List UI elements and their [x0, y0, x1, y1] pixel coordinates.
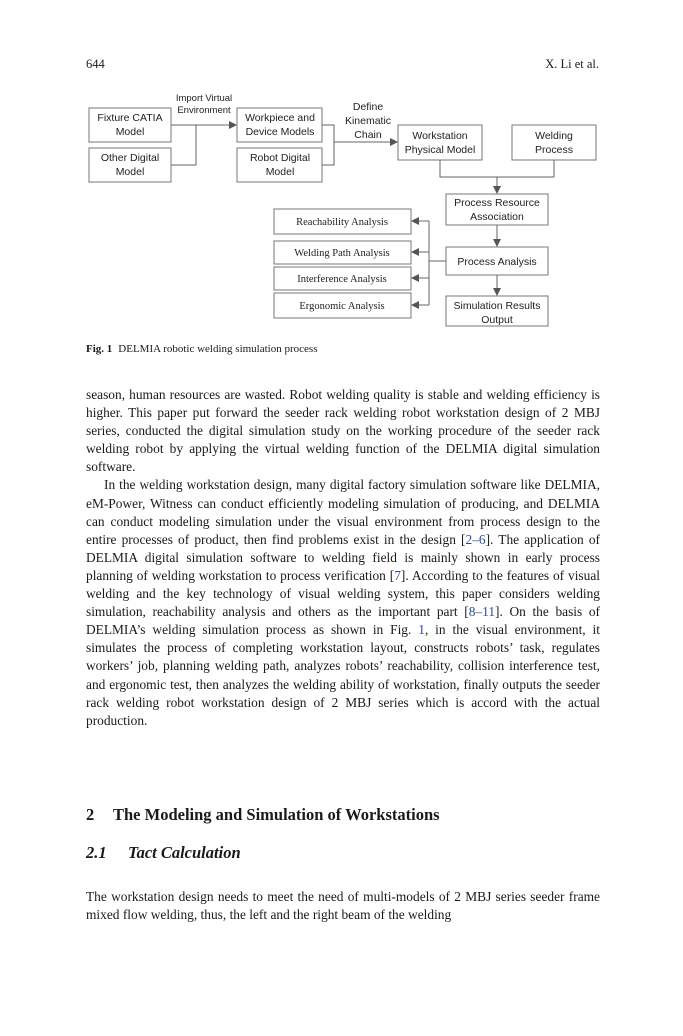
- citation-link[interactable]: 8–11: [468, 604, 496, 620]
- label-workstation-1: Workstation: [412, 130, 468, 142]
- running-head-authors: X. Li et al.: [545, 57, 599, 71]
- citation-link[interactable]: 2–6: [465, 531, 486, 547]
- label-welding-2: Process: [535, 144, 573, 156]
- label-reachability: Reachability Analysis: [296, 217, 388, 228]
- paragraph-1: season, human resources are wasted. Robot welding quality is stable and welding efficiency is higher. This paper put forward the seeder rack welding robot workstation design of 2 MBJ series, conducted the digital simulation study on the working procedure of the seeder rack welding robot by applying the virtual welding function of the DELMIA digital simulation software.: [86, 387, 600, 475]
- subsection-title: Tact Calculation: [128, 843, 241, 862]
- subsection-heading: [86, 843, 241, 863]
- figure-reference-link[interactable]: 1: [418, 622, 425, 638]
- label-welding-path: Welding Path Analysis: [294, 248, 390, 259]
- paragraph-3: The workstation design needs to meet the need of multi-models of 2 MBJ series seeder frame mixed flow welding, thus, the left and the right beam of the welding: [86, 889, 600, 923]
- body-text: [86, 386, 600, 730]
- paragraph-2-part-e: , in the visual environment, it simulates the process of completing workstation layout, constructs robots’ task, regulates workers’ job, planning welding path, analyzes robots’ reachability, collision interference test, and ergonomic test, then analyzes the welding ability of workstation, finally outputs the seeder rack welding robot workstation design of 2 MBJ series which is accord with the actual production.: [86, 622, 600, 728]
- edge-define: [322, 125, 334, 165]
- section-title: The Modeling and Simulation of Workstations: [113, 805, 440, 824]
- page-number: 644: [86, 57, 105, 71]
- paragraph-2: [86, 476, 600, 729]
- label-ergonomic: Ergonomic Analysis: [299, 301, 385, 312]
- figure-caption-label: Fig. 1: [86, 343, 113, 355]
- body-text-continued: [86, 888, 600, 924]
- paragraph-2-part-d: ]. On the basis of DELMIA’s welding simulation process as shown in Fig.: [86, 604, 601, 638]
- citation-link[interactable]: 7: [394, 567, 401, 583]
- section-number: 2: [86, 805, 95, 824]
- edge-label-define-3: Chain: [354, 129, 382, 141]
- label-fixture-1: Fixture CATIA: [97, 112, 163, 124]
- label-interference: Interference Analysis: [297, 274, 387, 285]
- edge-import: [171, 125, 196, 165]
- subsection-number: 2.1: [86, 843, 107, 862]
- label-assoc-1: Process Resource: [454, 197, 540, 209]
- paragraph-2-part-c: ]. According to the features of visual welding and the key technology of visual welding system, this paper considers welding simulation, reachability analysis and others as the important part [: [86, 567, 600, 620]
- label-process-analysis: Process Analysis: [457, 256, 537, 268]
- label-other-1: Other Digital: [100, 152, 160, 164]
- label-fixture-2: Model: [115, 126, 145, 138]
- figure-caption: [86, 343, 317, 355]
- flowchart-figure: [0, 85, 683, 335]
- label-other-2: Model: [115, 166, 145, 178]
- edge-label-import-2: Environment: [177, 105, 231, 116]
- edge-label-import-1: Import Virtual: [175, 93, 233, 104]
- label-workstation-2: Physical Model: [404, 144, 476, 156]
- label-results-1: Simulation Results: [453, 300, 541, 312]
- paragraph-2-part-b: ]. The application of DELMIA digital simulation software to welding field is mainly shown in early process planning of welding workstation to process verification [: [86, 531, 600, 583]
- label-results-2: Output: [481, 314, 513, 326]
- label-robot-1: Robot Digital: [249, 152, 311, 164]
- figure-caption-text: DELMIA robotic welding simulation process: [118, 343, 318, 355]
- label-workpiece-1: Workpiece and: [245, 112, 315, 124]
- edge-label-define-1: Define: [352, 101, 384, 113]
- edge-merge: [440, 160, 554, 177]
- label-assoc-2: Association: [470, 211, 524, 223]
- section-heading: [86, 805, 440, 825]
- paragraph-2-part-a: In the welding workstation design, many digital factory simulation software like DELMIA, eM-Power, Witness can conduct efficiently modeling simulation of producing, and DELMIA can conduct modeling simulation under the visual environment from process design to the entire processes of product, then find problems exist in the design [: [86, 477, 600, 547]
- label-welding-1: Welding: [535, 130, 573, 142]
- label-workpiece-2: Device Models: [245, 126, 315, 138]
- label-robot-2: Model: [265, 166, 295, 178]
- edge-label-define-2: Kinematic: [344, 115, 392, 127]
